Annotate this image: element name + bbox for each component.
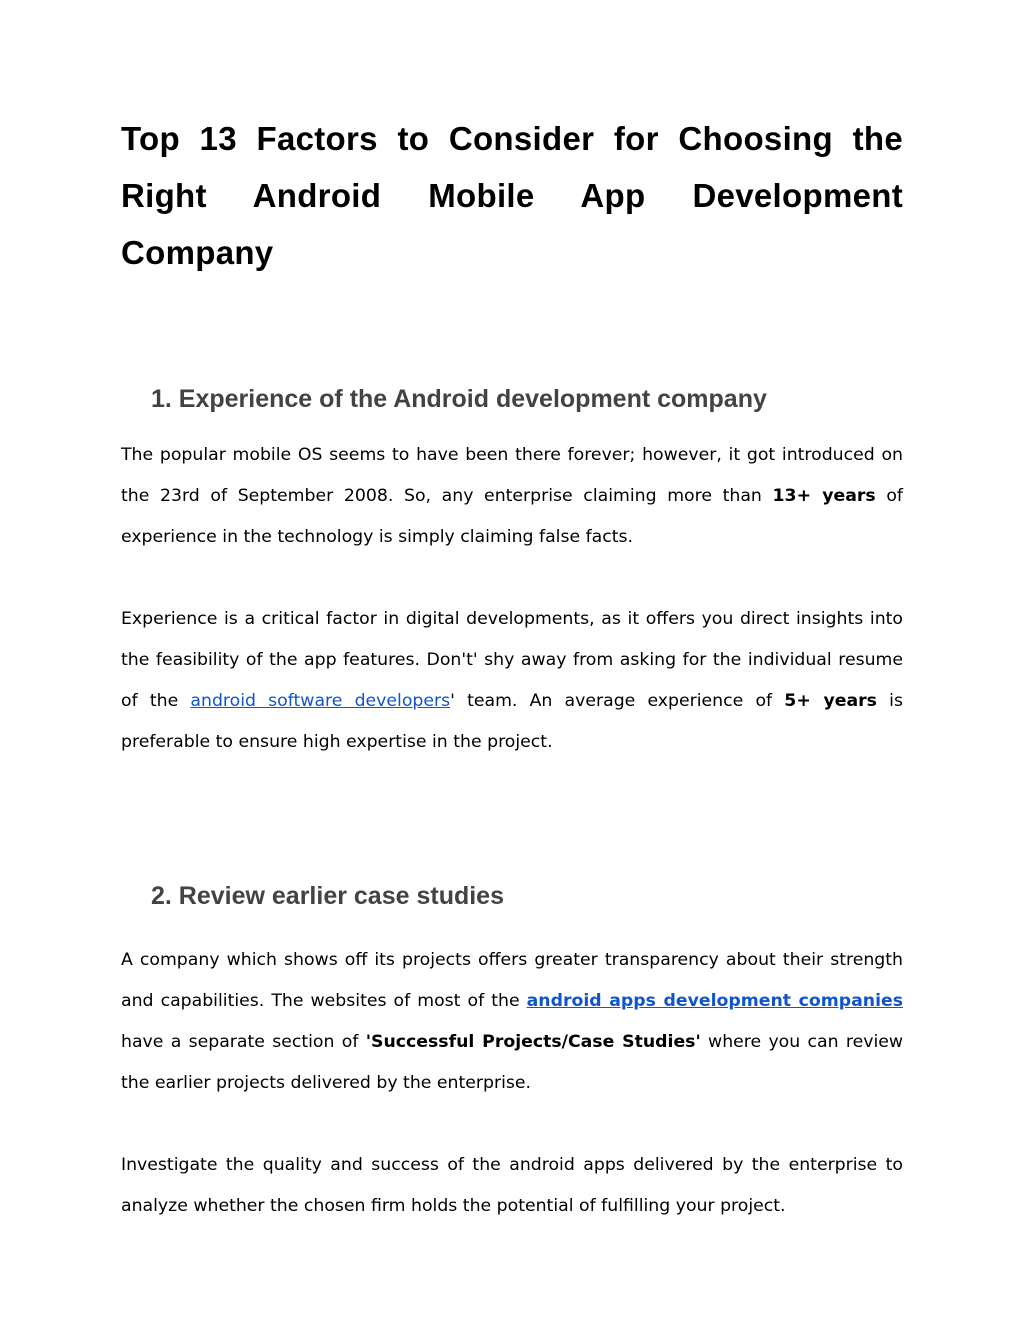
paragraph-text: A company which shows off its projects offers greater transparency about their strength and capabilities. The websites of most of the: [121, 950, 903, 1011]
paragraph-text: have a separate section of: [121, 1032, 366, 1052]
document-page: [121, 110, 903, 1227]
section-heading: 1. Experience of the Android development company: [151, 385, 767, 413]
paragraph-text: is preferable to ensure high expertise in the project.: [121, 691, 903, 752]
paragraph-text: where you can review the earlier projects delivered by the enterprise.: [121, 1032, 904, 1093]
section-heading: 2. Review earlier case studies: [151, 882, 504, 910]
paragraph-text: The popular mobile OS seems to have been there forever; however, it got introduced on the 23rd of September 2008. So, any enterprise claiming more than: [121, 445, 903, 506]
paragraph: Investigate the quality and success of the android apps delivered by the enterprise to analyze whether the chosen firm holds the potential of fulfilling your project.: [121, 1155, 903, 1216]
bold-text: 'Successful Projects/Case Studies': [365, 1032, 701, 1052]
paragraph-text: ' team. An average experience of: [450, 691, 785, 711]
section-experience: [121, 383, 903, 763]
paragraph: [121, 435, 903, 558]
section-case-studies: [121, 880, 903, 1227]
paragraph-text: of experience in the technology is simply claiming false facts.: [121, 486, 903, 547]
paragraph: [121, 599, 903, 763]
bold-text: 5+ years: [784, 691, 877, 711]
paragraph: [121, 940, 903, 1104]
link-android-software-developers[interactable]: android software developers: [190, 691, 451, 711]
paragraph-text: Experience is a critical factor in digital developments, as it offers you direct insights into the feasibility of the app features. Don't' shy away from asking for the individual resume of the: [121, 609, 903, 711]
document-title: Top 13 Factors to Consider for Choosing the Right Android Mobile App Development Company: [121, 120, 903, 271]
bold-text: 13+ years: [772, 486, 876, 506]
link-android-apps-development-companies[interactable]: android apps development companies: [526, 991, 904, 1011]
